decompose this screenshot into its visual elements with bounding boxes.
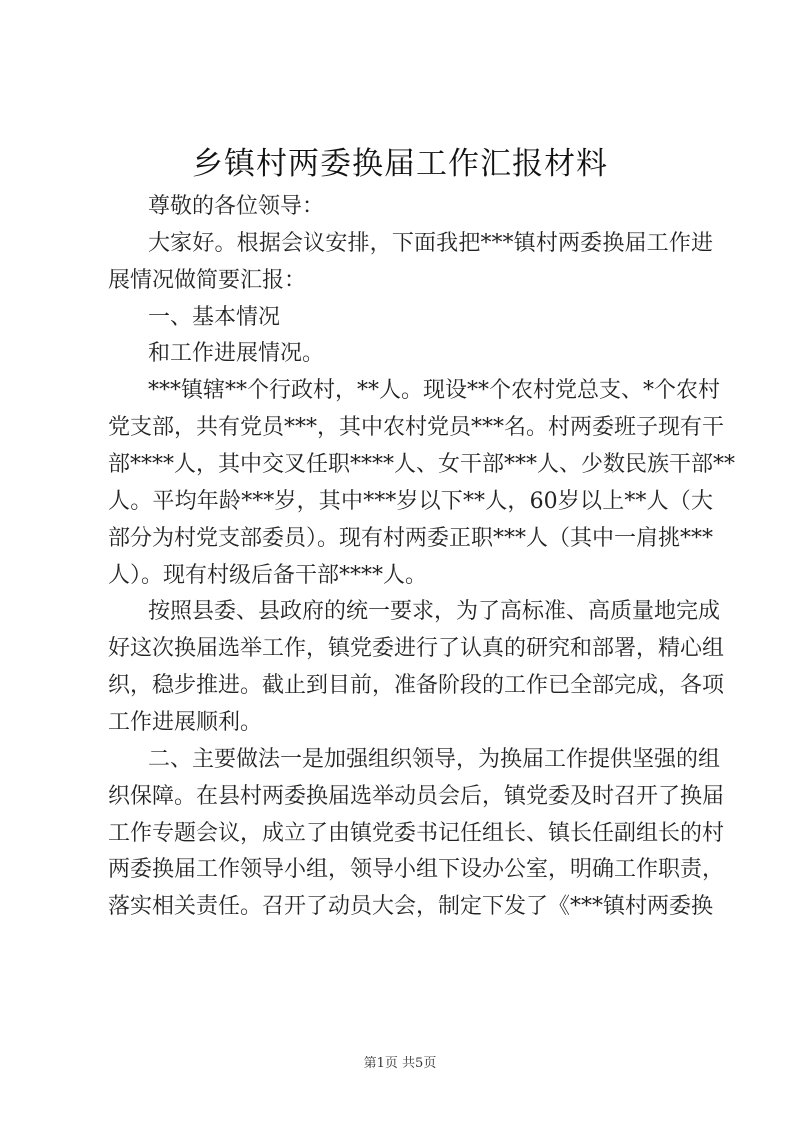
- text-line: 好这次换届选举工作，镇党委进行了认真的研究和部署，精心组: [108, 636, 725, 662]
- text-line: 人）。现有村级后备干部****人。: [108, 562, 428, 588]
- text-line: 两委换届工作领导小组，领导小组下设办公室，明确工作职责，: [108, 857, 725, 883]
- document-title: 乡镇村两委换届工作汇报材料: [192, 146, 608, 182]
- document-body: [108, 189, 736, 926]
- page-footer: 第1页 共5页: [363, 1056, 437, 1071]
- text-line: 织保障。在县村两委换届选举动员会后，镇党委及时召开了换届: [108, 783, 725, 809]
- paragraph: [108, 189, 713, 226]
- text-line: 织，稳步推进。截止到目前，准备阶段的工作已全部完成，各项: [108, 673, 725, 699]
- text-line: 按照县委、县政府的统一要求，为了高标准、高质量地完成: [148, 599, 721, 625]
- paragraph: [108, 373, 736, 594]
- text-line: 二、主要做法一是加强组织领导，为换届工作提供坚强的组: [148, 746, 721, 772]
- text-line: 尊敬的各位领导：: [148, 194, 325, 219]
- text-line: 和工作进展情况。: [148, 341, 325, 367]
- text-line: 大家好。根据会议安排，下面我把***镇村两委换届工作进: [148, 230, 713, 256]
- paragraph: [108, 336, 713, 373]
- text-line: 部分为村党支部委员）。现有村两委正职***人（其中一肩挑***: [108, 525, 714, 551]
- text-line: 展情况做简要汇报：: [108, 267, 307, 293]
- text-line: 党支部，共有党员***，其中农村党员***名。村两委班子现有干: [108, 415, 725, 441]
- text-line: 工作进展顺利。: [108, 710, 263, 736]
- paragraph: [108, 300, 713, 337]
- text-line: 落实相关责任。召开了动员大会，制定下发了《***镇村两委换: [108, 894, 714, 920]
- text-line: 一、基本情况: [148, 304, 281, 330]
- text-line: 人。平均年龄***岁，其中***岁以下**人，60岁以上**人（大: [108, 488, 713, 514]
- text-line: ***镇辖**个行政村，**人。现设**个农村党总支、*个农村: [148, 378, 721, 404]
- paragraph: [108, 594, 725, 741]
- text-line: 部****人，其中交叉任职****人、女干部***人、少数民族干部**: [108, 452, 736, 478]
- paragraph: [108, 226, 713, 300]
- paragraph: [108, 742, 725, 926]
- text-line: 工作专题会议，成立了由镇党委书记任组长、镇长任副组长的村: [108, 820, 725, 846]
